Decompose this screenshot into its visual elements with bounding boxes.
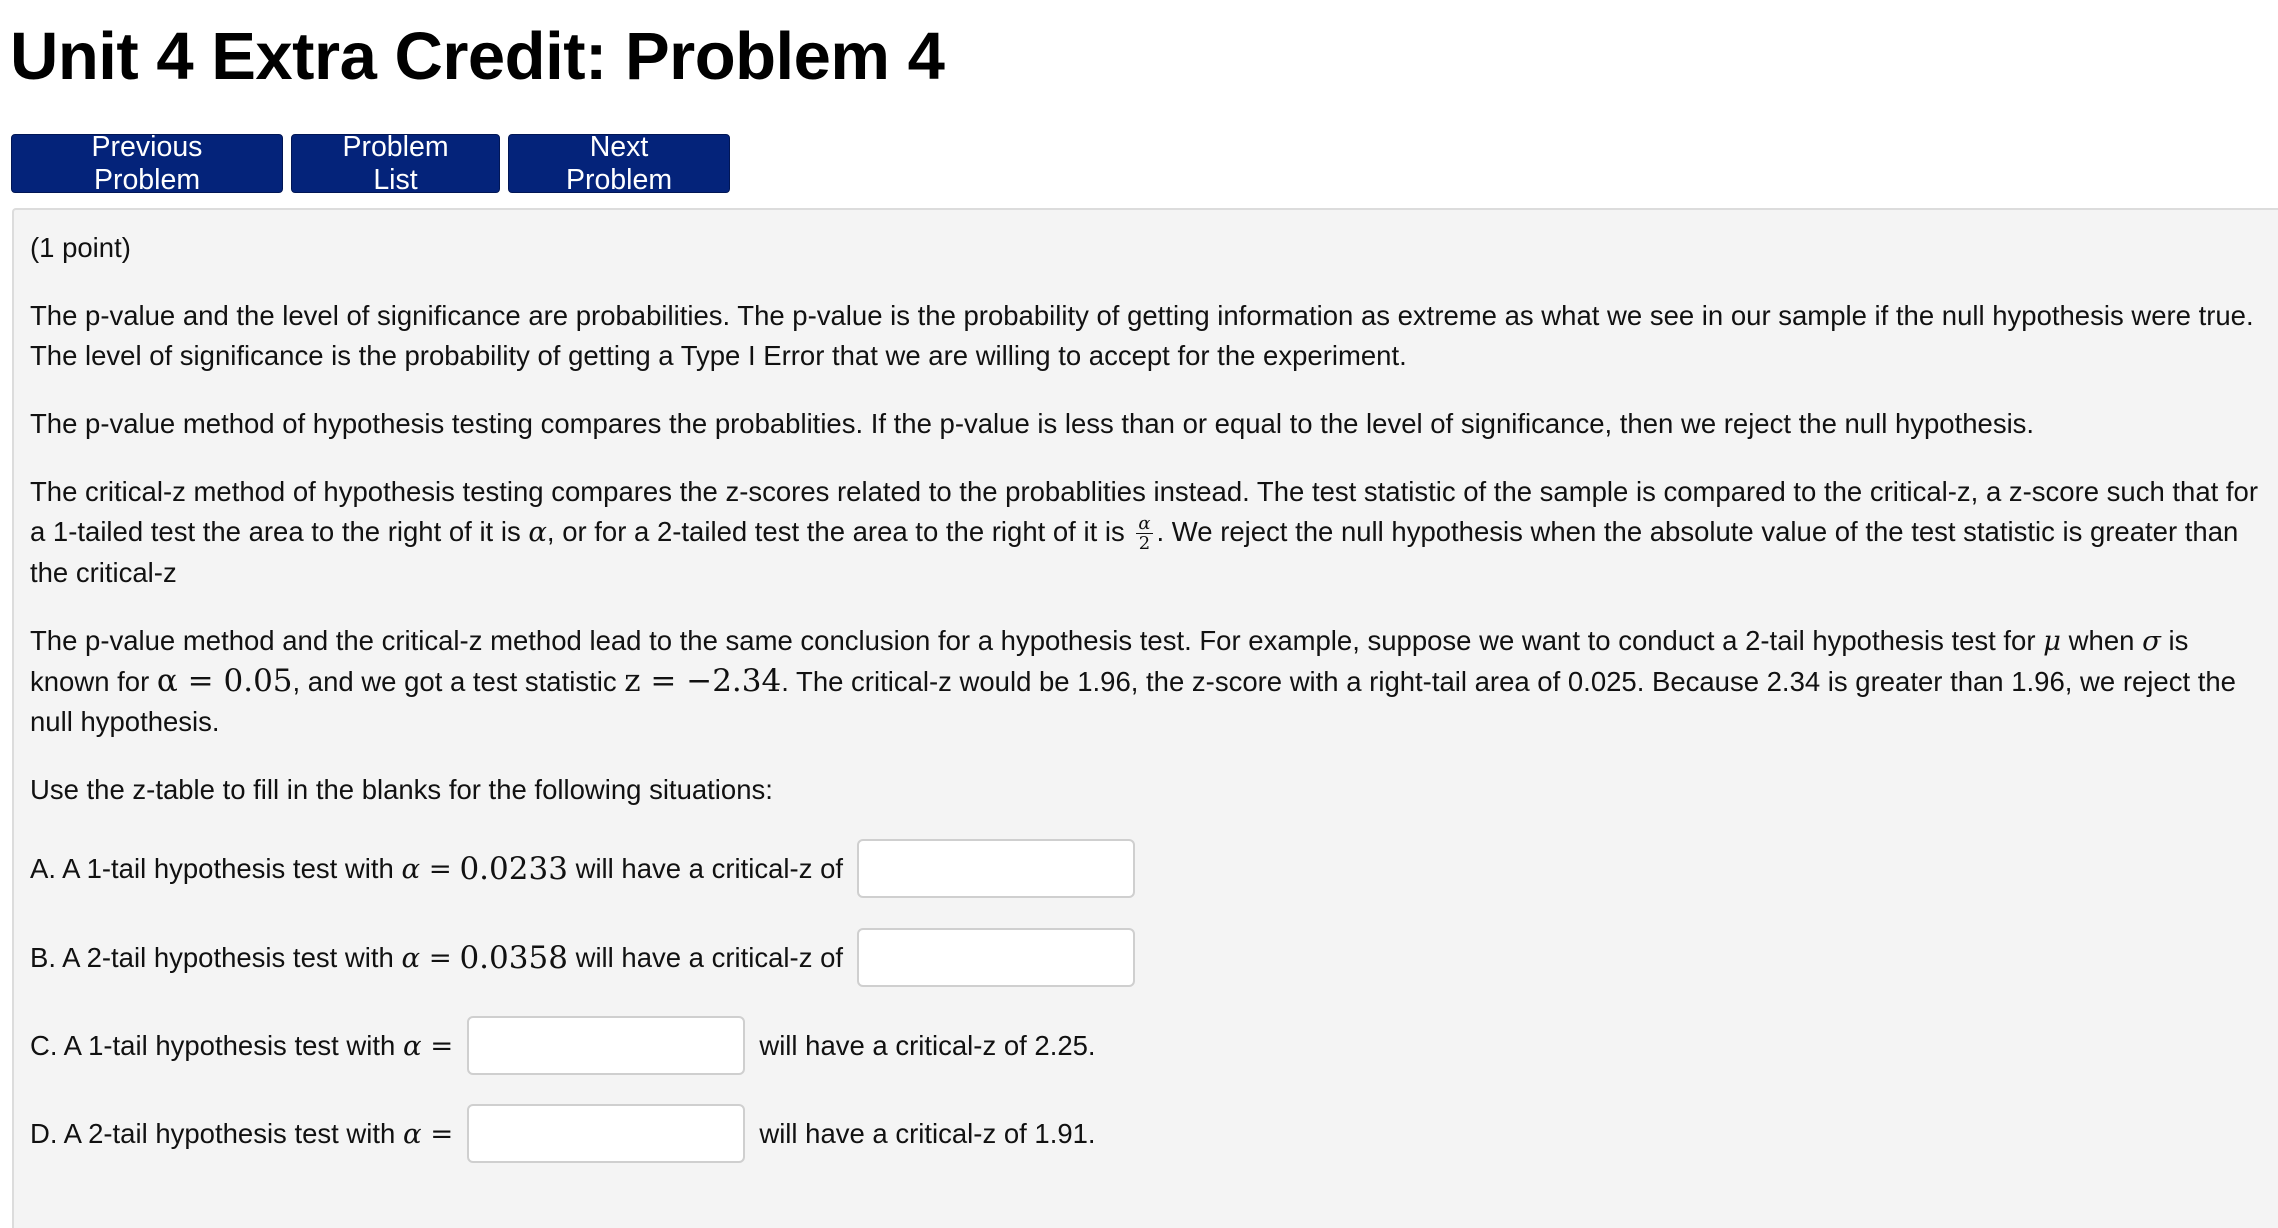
answer-input-c[interactable] [467,1016,745,1075]
alpha-over-two-fraction: $\frac{\alpha}{2}$ [1138,513,1151,555]
paragraph-pvalue-definition: The p-value and the level of significance are probabilities. The p-value is the probability of getting information as extreme as what we see in our sample if the null hypothesis were true. The level of significance is the probability of getting a Type I Error that we are willing to accept for the experiment. [30,300,2254,371]
answer-input-b[interactable] [857,928,1135,987]
test-statistic-equation: z = −2.34 [624,663,782,700]
point-value: (1 point) [30,232,131,263]
instructions: Use the z-table to fill in the blanks for the following situations: [30,774,773,806]
previous-problem-button[interactable]: Previous Problem [11,134,283,193]
alpha-symbol: α [528,516,547,548]
next-problem-button[interactable]: Next Problem [508,134,730,193]
page-title: Unit 4 Extra Credit: Problem 4 [10,19,945,94]
question-c: C. A 1-tail hypothesis test with α = will have a critical-z of 2.25. [30,1016,1096,1075]
problem-navigation [11,130,730,196]
sigma-symbol: σ [2142,625,2161,658]
problem-body [30,228,2275,838]
mu-symbol: μ [2043,625,2062,658]
question-a: A. A 1-tail hypothesis test with α = 0.0233 will have a critical-z of [30,839,1149,898]
alpha-equation: α = 0.05 [156,663,293,700]
problem-list-button[interactable]: Problem List [291,134,500,193]
question-b: B. A 2-tail hypothesis test with α = 0.0358 will have a critical-z of [30,928,1149,987]
paragraph-pvalue-method: The p-value method of hypothesis testing compares the probablities. If the p-value is less than or equal to the level of significance, then we reject the null hypothesis. [30,408,2035,439]
answer-input-d[interactable] [467,1104,745,1163]
question-d: D. A 2-tail hypothesis test with α = will have a critical-z of 1.91. [30,1104,1096,1163]
paragraph-example: The p-value method and the critical-z method lead to the same conclusion for a hypothesis test. For example, suppose we want to conduct a 2-tail hypothesis test for μ when σ is known for α = 0.05, and we got a test statistic z = −2.34. The critical-z would be 1.96, the z-score with a right-tail area of 0.025. Because 2.34 is greater than 1.96, we reject the null hypothesis. [30,625,2236,738]
answer-input-a[interactable] [857,839,1135,898]
paragraph-critical-z-method: The critical-z method of hypothesis testing compares the z-scores related to the probablities instead. The test statistic of the sample is compared to the critical-z, a z-score such that for a 1-tailed test the area to the right of it is α, or for a 2-tailed test the area to the right of it is $\frac{\alpha}{2}$ . We reject the null hypothesis when the absolute value of the test statistic is greater than the critical-z [30,476,2259,589]
